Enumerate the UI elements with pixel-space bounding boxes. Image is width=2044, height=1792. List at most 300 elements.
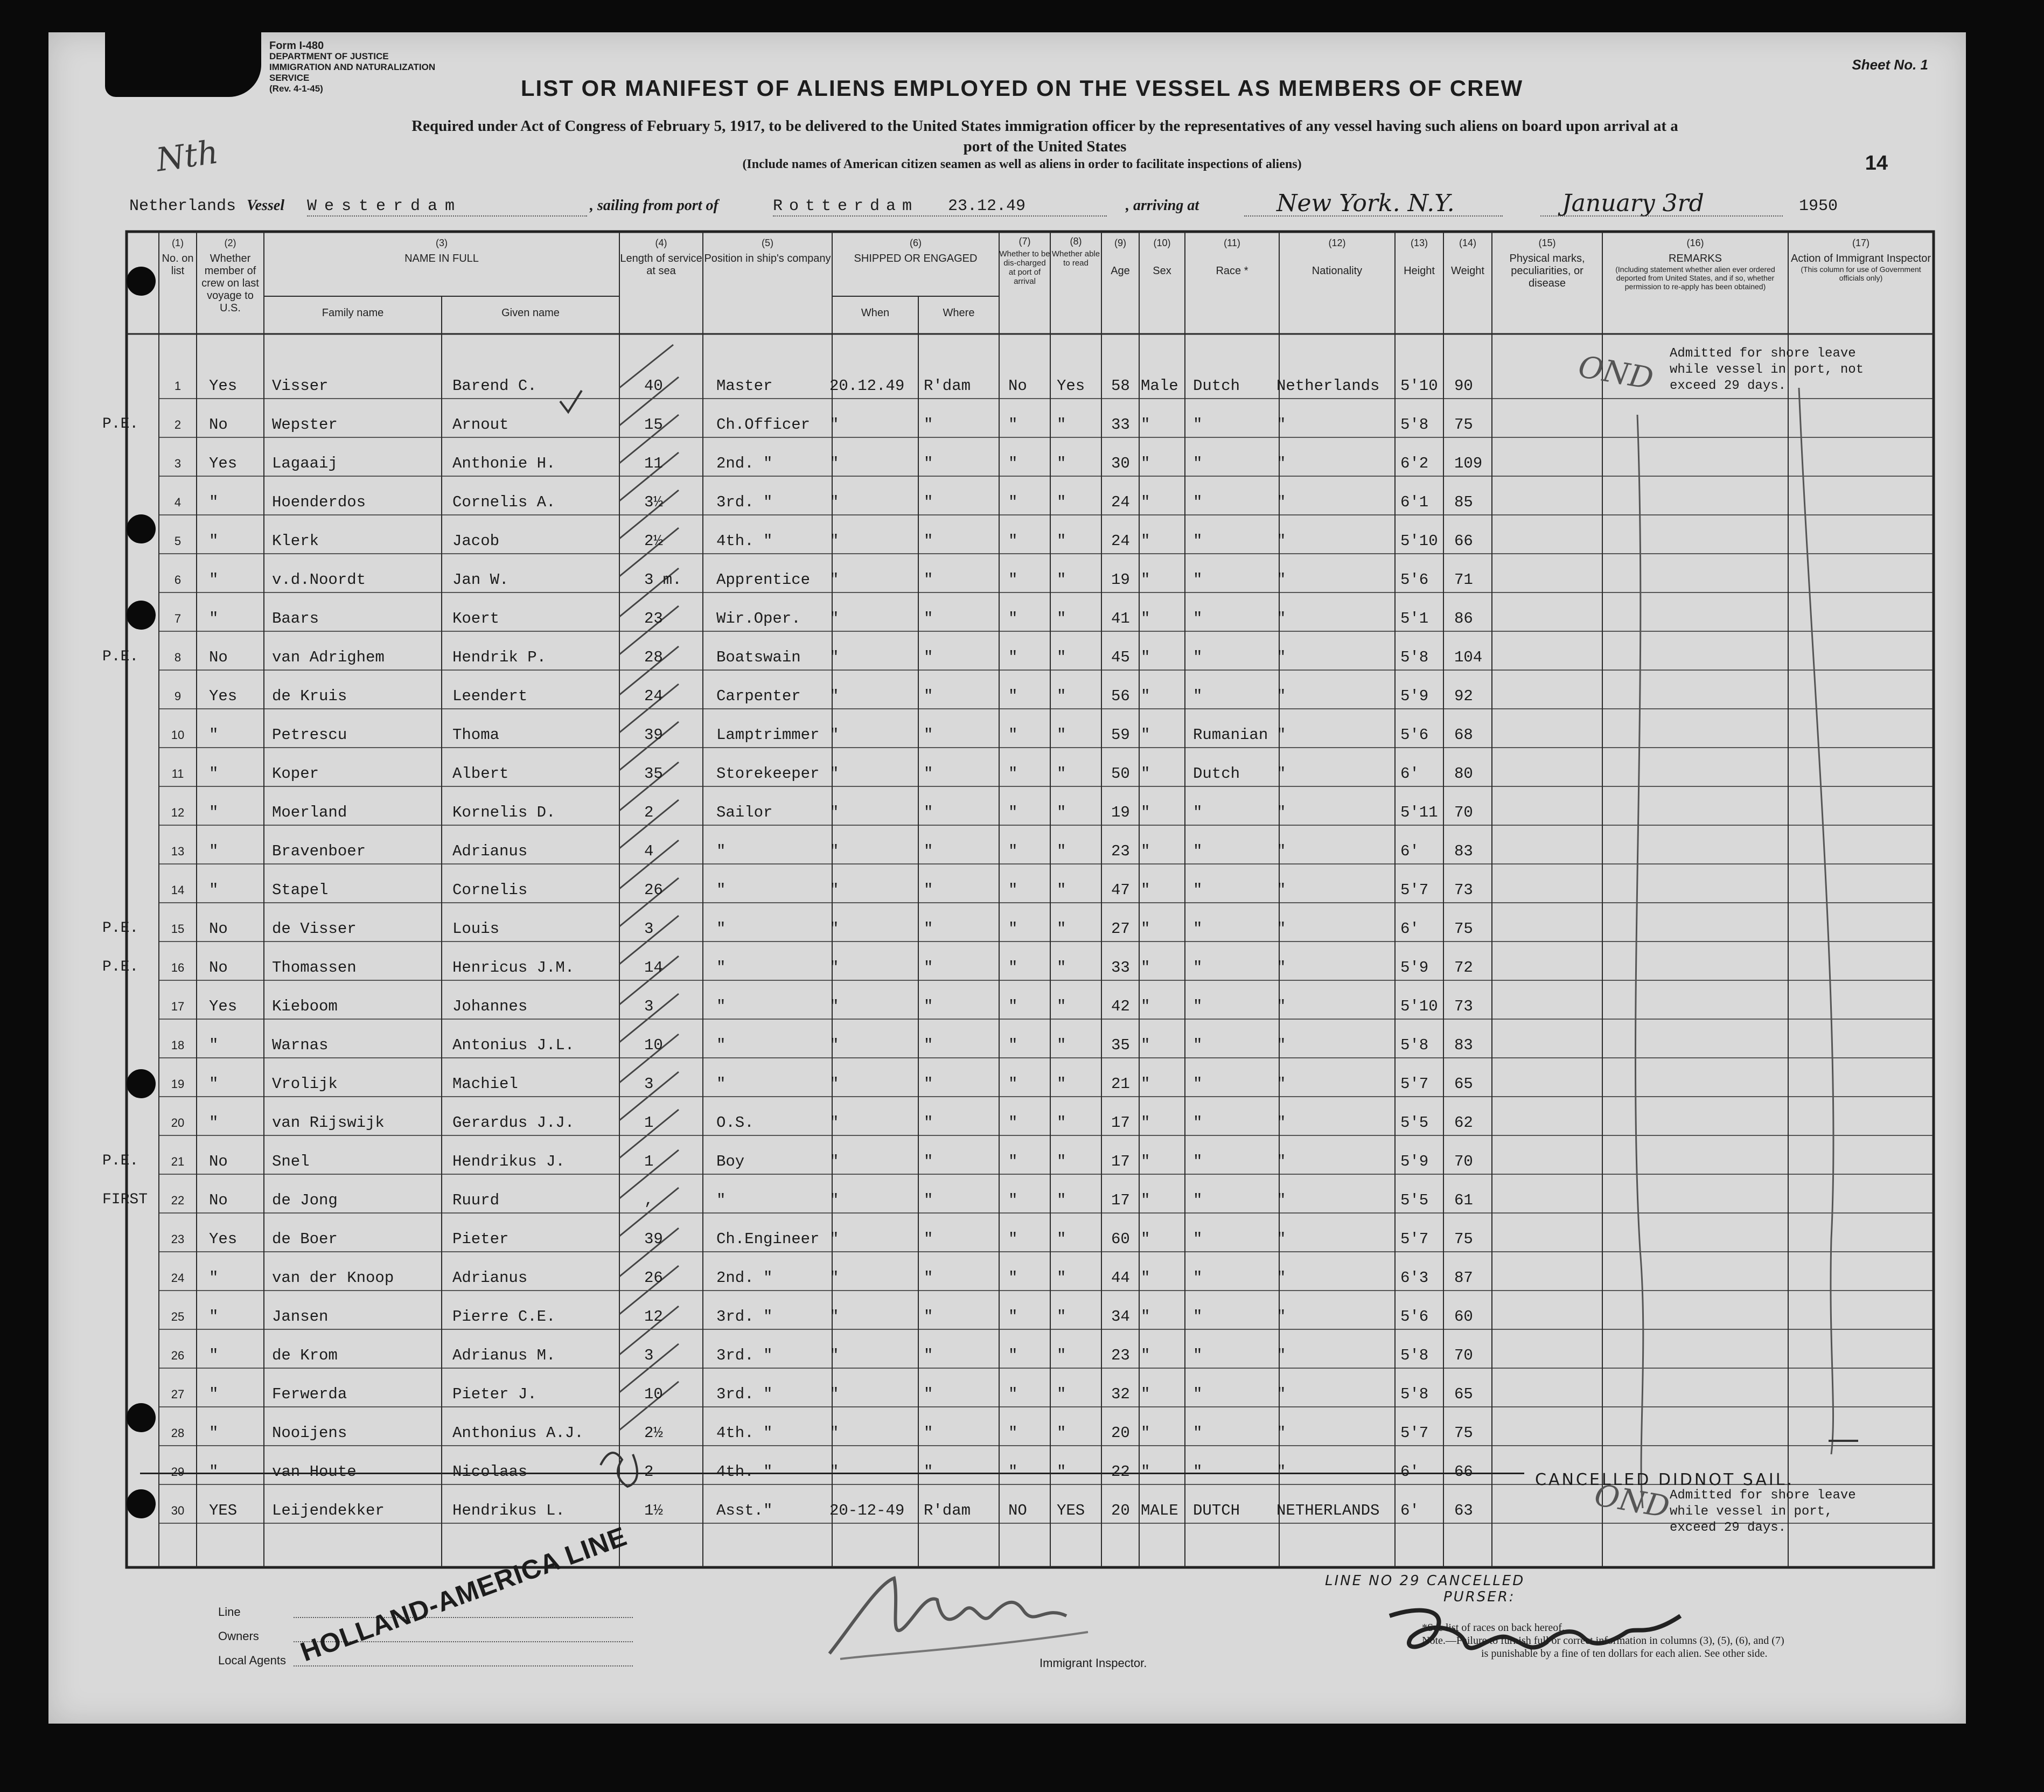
cell-position: 4th. " [716, 1463, 773, 1481]
cell-where: " [924, 1036, 933, 1054]
cell-read: " [1057, 1230, 1066, 1248]
cell-when: " [829, 1385, 839, 1403]
cell-weight: 65 [1454, 1385, 1473, 1403]
cell-prior: " [209, 1463, 219, 1481]
cell-position: Ch.Officer [716, 416, 811, 434]
cell-family: Lagaaij [272, 455, 338, 472]
col-discharged-header: (7) Whether to be dis-charged at port of arrival [999, 236, 1050, 286]
punch-hole [127, 514, 156, 543]
cell-when: " [829, 1191, 839, 1209]
cell-prior: " [209, 1036, 219, 1054]
cell-position: 2nd. " [716, 1269, 773, 1287]
cell-read: " [1057, 1036, 1066, 1054]
cell-position: 4th. " [716, 532, 773, 550]
cell-disch: No [1008, 377, 1027, 395]
cell-nat: " [1276, 1385, 1286, 1403]
cell-prior: Yes [209, 377, 238, 395]
cell-height: 6' [1400, 842, 1419, 860]
cell-family: Baars [272, 610, 319, 627]
cell-family: Nooijens [272, 1424, 347, 1442]
cell-position: Apprentice [716, 571, 811, 589]
cell-nat: " [1276, 416, 1286, 434]
cell-disch: " [1008, 1347, 1018, 1364]
cell-position: " [716, 920, 726, 938]
cell-race: " [1193, 1385, 1203, 1403]
cell-given: Hendrik P. [452, 649, 547, 666]
cell-family: Ferwerda [272, 1385, 347, 1403]
cell-nat: " [1276, 765, 1286, 783]
cell-sex: " [1141, 455, 1150, 472]
cell-position: Boy [716, 1153, 745, 1170]
cell-disch: " [1008, 1114, 1018, 1132]
cell-age: 34 [1111, 1308, 1130, 1326]
cell-disch: " [1008, 687, 1018, 705]
cell-read: " [1057, 920, 1066, 938]
cell-nat: " [1276, 1269, 1286, 1287]
cell-when: " [829, 1463, 839, 1481]
cell-service: 23 [644, 610, 663, 627]
cell-family: van Houte [272, 1463, 357, 1481]
cell-nat: " [1276, 649, 1286, 666]
cell-prior: " [209, 1347, 219, 1364]
cell-weight: 73 [1454, 881, 1473, 899]
cell-race: " [1193, 687, 1203, 705]
cell-no: 29 [171, 1465, 185, 1479]
cell-no: 13 [171, 845, 185, 858]
vessel-name: Westerdam [307, 197, 463, 215]
departure-date: 23.12.49 [948, 197, 1026, 215]
cell-disch: " [1008, 1463, 1018, 1481]
cell-no: 15 [171, 922, 185, 936]
cell-disch: " [1008, 493, 1018, 511]
cell-prior: " [209, 493, 219, 511]
cell-age: 58 [1111, 377, 1130, 395]
table-row [0, 1181, 2044, 1219]
cell-weight: 65 [1454, 1075, 1473, 1093]
cell-prior: " [209, 1114, 219, 1132]
cell-race: " [1193, 532, 1203, 550]
cell-family: Hoenderdos [272, 493, 366, 511]
cell-read: " [1057, 687, 1066, 705]
cell-where: " [924, 998, 933, 1015]
cell-family: Petrescu [272, 726, 347, 744]
cell-prior: No [209, 1191, 228, 1209]
cell-sex: " [1141, 1385, 1150, 1403]
cell-weight: 61 [1454, 1191, 1473, 1209]
cell-family: Leijendekker [272, 1502, 385, 1519]
table-row [0, 754, 2044, 793]
cell-when: " [829, 1424, 839, 1442]
cell-height: 5'8 [1400, 416, 1429, 434]
cell-no: 18 [171, 1038, 185, 1052]
cell-sex: " [1141, 532, 1150, 550]
cell-sex: " [1141, 1230, 1150, 1248]
cell-race: " [1193, 1075, 1203, 1093]
cell-weight: 66 [1454, 532, 1473, 550]
cell-disch: " [1008, 765, 1018, 783]
cell-nat: " [1276, 1308, 1286, 1326]
punch-hole [127, 1489, 156, 1518]
cell-position: Boatswain [716, 649, 801, 666]
cell-position: Storekeeper [716, 765, 820, 783]
cell-family: Jansen [272, 1308, 329, 1326]
cell-given: Hendrikus J. [452, 1153, 565, 1170]
cell-height: 5'8 [1400, 1347, 1429, 1364]
cell-age: 42 [1111, 998, 1130, 1015]
cell-position: " [716, 842, 726, 860]
cell-given: Leendert [452, 687, 528, 705]
cell-disch: " [1008, 1308, 1018, 1326]
cell-side: P.E. [102, 1153, 139, 1169]
col-position-header: (5) Position in ship's company [704, 238, 831, 264]
cell-no: 25 [171, 1310, 185, 1323]
cell-given: Hendrikus L. [452, 1502, 565, 1519]
cell-position: " [716, 1191, 726, 1209]
cell-read: " [1057, 804, 1066, 821]
cell-when: " [829, 571, 839, 589]
cell-family: Klerk [272, 532, 319, 550]
sheet-number: Sheet No. 1 [1852, 57, 1928, 73]
cell-height: 5'7 [1400, 881, 1429, 899]
cell-position: " [716, 959, 726, 977]
cell-read: YES [1057, 1502, 1085, 1519]
cell-height: 5'7 [1400, 1230, 1429, 1248]
cell-prior: " [209, 842, 219, 860]
cell-age: 17 [1111, 1191, 1130, 1209]
cell-prior: No [209, 416, 228, 434]
cell-where: " [924, 1075, 933, 1093]
cell-race: " [1193, 998, 1203, 1015]
cell-no: 8 [174, 651, 182, 664]
cell-prior: " [209, 532, 219, 550]
cell-given: Adrianus M. [452, 1347, 556, 1364]
cell-disch: NO [1008, 1502, 1027, 1519]
cell-position: " [716, 881, 726, 899]
table-row [0, 1142, 2044, 1181]
cell-height: 5'1 [1400, 610, 1429, 627]
table-row [0, 870, 2044, 909]
col-where-header: Where [943, 307, 975, 319]
cell-where: " [924, 455, 933, 472]
cell-height: 5'6 [1400, 726, 1429, 744]
cell-nat: " [1276, 804, 1286, 821]
cell-when: " [829, 687, 839, 705]
cell-race: " [1193, 571, 1203, 589]
cell-service: 2 [644, 1463, 654, 1481]
cell-where: " [924, 649, 933, 666]
cell-family: Snel [272, 1153, 310, 1170]
col-service-header: (4) Length of service at sea [620, 238, 702, 277]
col-race-header: (11) Race * [1216, 238, 1248, 277]
cell-service: 3 [644, 1347, 654, 1364]
cell-nat: " [1276, 610, 1286, 627]
cell-sex: " [1141, 416, 1150, 434]
cell-nat: " [1276, 571, 1286, 589]
cell-given: Anthonius A.J. [452, 1424, 584, 1442]
table-row [0, 715, 2044, 754]
cell-disch: " [1008, 804, 1018, 821]
table-row [0, 1103, 2044, 1142]
cell-position: 3rd. " [716, 1347, 773, 1364]
cell-service: 26 [644, 881, 663, 899]
cell-when: " [829, 532, 839, 550]
cell-where: " [924, 1114, 933, 1132]
cell-no: 22 [171, 1194, 185, 1207]
cell-age: 30 [1111, 455, 1130, 472]
cell-weight: 75 [1454, 1424, 1473, 1442]
cell-sex: Male [1141, 377, 1178, 395]
cell-where: " [924, 765, 933, 783]
cell-read: " [1057, 842, 1066, 860]
cell-service: 3½ [644, 493, 663, 511]
cell-given: Henricus J.M. [452, 959, 575, 977]
cell-when: " [829, 726, 839, 744]
cell-nat: " [1276, 1153, 1286, 1170]
cell-weight: 75 [1454, 416, 1473, 434]
cell-age: 20 [1111, 1502, 1130, 1519]
cell-disch: " [1008, 959, 1018, 977]
cell-service: 10 [644, 1036, 663, 1054]
cell-when: " [829, 1230, 839, 1248]
cell-where: " [924, 532, 933, 550]
cell-prior: " [209, 1308, 219, 1326]
cell-service: 3 [644, 998, 654, 1015]
cell-service: 11 [644, 455, 663, 472]
cell-read: " [1057, 1114, 1066, 1132]
cell-read: " [1057, 571, 1066, 589]
cell-given: Pieter J. [452, 1385, 537, 1403]
cell-where: " [924, 842, 933, 860]
cell-where: " [924, 726, 933, 744]
cell-sex: " [1141, 1114, 1150, 1132]
cell-weight: 72 [1454, 959, 1473, 977]
cell-when: " [829, 765, 839, 783]
cell-disch: " [1008, 416, 1018, 434]
footer-line: Line [218, 1605, 241, 1619]
cell-race: " [1193, 1230, 1203, 1248]
cell-nat: " [1276, 1424, 1286, 1442]
cell-race: " [1193, 1424, 1203, 1442]
cell-service: 39 [644, 1230, 663, 1248]
cell-no: 3 [174, 457, 182, 470]
cell-height: 6'3 [1400, 1269, 1429, 1287]
cell-nat: " [1276, 1347, 1286, 1364]
sailing-label: , sailing from port of [590, 197, 718, 214]
cell-given: Jacob [452, 532, 500, 550]
cell-age: 59 [1111, 726, 1130, 744]
cell-sex: " [1141, 1347, 1150, 1364]
cell-race: " [1193, 881, 1203, 899]
arrival-date: January 3rd [1562, 190, 1704, 217]
cell-where: " [924, 1347, 933, 1364]
cell-disch: " [1008, 1424, 1018, 1442]
required-statement [210, 116, 1880, 157]
form-department: DEPARTMENT OF JUSTICE [269, 51, 389, 61]
cell-given: Antonius J.L. [452, 1036, 575, 1054]
cell-age: 20 [1111, 1424, 1130, 1442]
cell-prior: Yes [209, 455, 238, 472]
cell-where: " [924, 571, 933, 589]
cell-when: " [829, 1308, 839, 1326]
cell-prior: " [209, 610, 219, 627]
col-family-header: Family name [322, 307, 384, 319]
cell-position: O.S. [716, 1114, 754, 1132]
cell-age: 47 [1111, 881, 1130, 899]
cell-given: Adrianus [452, 842, 528, 860]
cell-race: " [1193, 1153, 1203, 1170]
cell-side: FIRST [102, 1191, 148, 1208]
cell-service: 3 [644, 1075, 654, 1093]
cell-nat: " [1276, 1230, 1286, 1248]
cell-no: 27 [171, 1387, 185, 1401]
cell-given: Cornelis [452, 881, 528, 899]
cell-no: 14 [171, 883, 185, 897]
cell-weight: 60 [1454, 1308, 1473, 1326]
cell-service: 1 [644, 1153, 654, 1170]
cell-race: " [1193, 649, 1203, 666]
cell-given: Pierre C.E. [452, 1308, 556, 1326]
cell-side: P.E. [102, 920, 139, 937]
cell-age: 56 [1111, 687, 1130, 705]
cell-age: 24 [1111, 532, 1130, 550]
cell-nat: " [1276, 998, 1286, 1015]
cell-prior: " [209, 765, 219, 783]
cell-nat: " [1276, 493, 1286, 511]
cell-read: " [1057, 493, 1066, 511]
cell-service: 2½ [644, 532, 663, 550]
cell-where: " [924, 1424, 933, 1442]
line29-note: LINE NO 29 CANCELLED PURSER: [1325, 1573, 1525, 1605]
cell-service: 2 [644, 804, 654, 821]
cell-position: 3rd. " [716, 1385, 773, 1403]
col-sex-header: (10) Sex [1153, 238, 1171, 277]
cell-given: Thoma [452, 726, 500, 744]
cell-family: de Jong [272, 1191, 338, 1209]
cell-height: 5'6 [1400, 1308, 1429, 1326]
cell-prior: " [209, 1424, 219, 1442]
include-note: (Include names of American citizen seamen as well as aliens in order to facilitate inspections of aliens) [742, 157, 1302, 171]
cell-height: 5'11 [1400, 804, 1438, 821]
cell-service: 3 m. [644, 571, 682, 589]
cell-given: Koert [452, 610, 500, 627]
cell-where: " [924, 804, 933, 821]
cell-weight: 66 [1454, 1463, 1473, 1481]
holland-america-stamp: HOLLAND-AMERICA LINE [296, 1521, 631, 1668]
cell-prior: No [209, 920, 228, 938]
cell-given: Johannes [452, 998, 528, 1015]
cell-no: 7 [174, 612, 182, 625]
cell-no: 4 [174, 496, 182, 509]
cell-when: " [829, 649, 839, 666]
cell-prior: " [209, 1269, 219, 1287]
table-row [0, 638, 2044, 677]
cell-position: 3rd. " [716, 1308, 773, 1326]
cell-read: Yes [1057, 377, 1085, 395]
cell-service: 1 [644, 1114, 654, 1132]
cell-nat: " [1276, 1036, 1286, 1054]
cell-when: " [829, 1036, 839, 1054]
cell-read: " [1057, 959, 1066, 977]
cell-position: " [716, 998, 726, 1015]
cell-given: Louis [452, 920, 500, 938]
inspector-signature [819, 1562, 1099, 1670]
cell-where: " [924, 1191, 933, 1209]
cell-where: " [924, 493, 933, 511]
cell-family: de Krom [272, 1347, 338, 1364]
cell-read: " [1057, 416, 1066, 434]
cell-disch: " [1008, 1269, 1018, 1287]
ond-mark-1: OND [1575, 349, 1656, 397]
cell-service: 10 [644, 1385, 663, 1403]
cell-race: " [1193, 1463, 1203, 1481]
cell-family: van Rijswijk [272, 1114, 385, 1132]
cell-read: " [1057, 532, 1066, 550]
cell-height: 5'8 [1400, 1385, 1429, 1403]
cell-given: Barend C. [452, 377, 537, 395]
cell-prior: Yes [209, 687, 238, 705]
cell-age: 27 [1111, 920, 1130, 938]
table-row [0, 560, 2044, 599]
ond-mark-30: OND [1592, 1477, 1672, 1525]
cell-position: Sailor [716, 804, 773, 821]
cell-race: " [1193, 1191, 1203, 1209]
cell-sex: " [1141, 959, 1150, 977]
cell-race: " [1193, 804, 1203, 821]
cell-family: Visser [272, 377, 329, 395]
col-shipped-header: (6) SHIPPED OR ENGAGED [854, 238, 978, 264]
cell-prior: Yes [209, 998, 238, 1015]
cell-height: 5'5 [1400, 1191, 1429, 1209]
col-when-header: When [861, 307, 890, 319]
cell-no: 9 [174, 689, 182, 703]
cell-race: " [1193, 1308, 1203, 1326]
cell-race: Dutch [1193, 377, 1240, 395]
cell-when: " [829, 842, 839, 860]
cell-height: 5'7 [1400, 1424, 1429, 1442]
cell-prior: YES [209, 1502, 238, 1519]
cell-sex: MALE [1141, 1502, 1178, 1519]
cell-read: " [1057, 1153, 1066, 1170]
cell-given: Jan W. [452, 571, 509, 589]
cell-race: " [1193, 920, 1203, 938]
cell-height: 6' [1400, 1463, 1419, 1481]
cell-read: " [1057, 1269, 1066, 1287]
cell-disch: " [1008, 1153, 1018, 1170]
required-line-1: Required under Act of Congress of February 5, 1917, to be delivered to the United States immigration officer by the representatives of any vessel having such aliens on board upon arrival at a [411, 117, 1678, 135]
cell-given: Kornelis D. [452, 804, 556, 821]
cell-family: van Adrighem [272, 649, 385, 666]
table-row [0, 677, 2044, 715]
cell-sex: " [1141, 998, 1150, 1015]
cell-family: Thomassen [272, 959, 357, 977]
cell-when: " [829, 455, 839, 472]
cell-no: 26 [171, 1349, 185, 1362]
cell-given: Machiel [452, 1075, 518, 1093]
cell-read: " [1057, 610, 1066, 627]
vessel-flag: Netherlands [129, 197, 236, 215]
cell-race: " [1193, 842, 1203, 860]
punch-hole [127, 1069, 156, 1098]
table-row [0, 1258, 2044, 1297]
cell-where: " [924, 920, 933, 938]
cell-where: R'dam [924, 377, 971, 395]
cell-sex: " [1141, 1424, 1150, 1442]
cell-disch: " [1008, 842, 1018, 860]
cell-disch: " [1008, 1036, 1018, 1054]
cell-family: van der Knoop [272, 1269, 394, 1287]
cell-when: " [829, 1347, 839, 1364]
cell-prior: " [209, 1385, 219, 1403]
